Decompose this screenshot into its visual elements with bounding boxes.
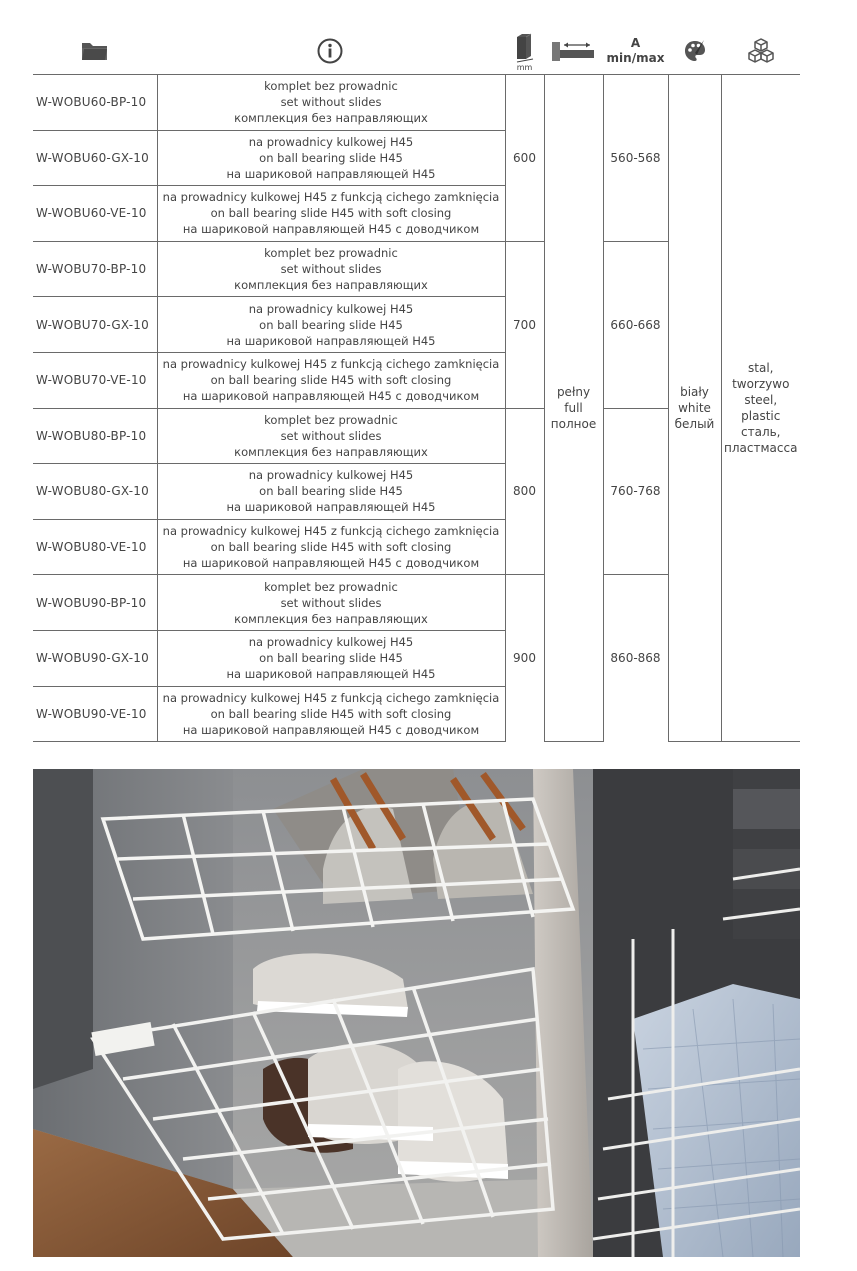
product-code: W-WOBU60-VE-10 [33, 186, 157, 242]
product-code: W-WOBU80-BP-10 [33, 408, 157, 464]
product-description: na prowadnicy kulkowej H45 z funkcją cichego zamknięcia on ball bearing slide H45 with soft closing на шариковой направляющей H45 с доводчиком [157, 352, 505, 408]
product-code: W-WOBU80-VE-10 [33, 519, 157, 575]
extension-slide-icon [544, 28, 603, 74]
material-cubes-icon [721, 28, 800, 74]
product-description: komplet bez prowadnic set without slides комплекция без направляющих [157, 241, 505, 297]
a-range-600: 560-568 [603, 75, 668, 242]
product-description: na prowadnicy kulkowej H45 on ball bearing slide H45 на шариковой направляющей H45 [157, 464, 505, 520]
a-label: A [630, 36, 641, 50]
product-code: W-WOBU80-GX-10 [33, 464, 157, 520]
product-description: na prowadnicy kulkowej H45 on ball bearing slide H45 на шариковой направляющей H45 [157, 630, 505, 686]
a-minmax-header [603, 28, 668, 74]
product-spec-table [33, 74, 800, 742]
product-code: W-WOBU70-BP-10 [33, 241, 157, 297]
material-value: stal, tworzywo steel, plastic сталь, пластмасса [721, 75, 800, 742]
product-description: na prowadnicy kulkowej H45 on ball bearing slide H45 на шариковой направляющей H45 [157, 130, 505, 186]
info-icon [305, 28, 355, 74]
product-description: na prowadnicy kulkowej H45 on ball bearing slide H45 на шариковой направляющей H45 [157, 297, 505, 353]
product-description: komplet bez prowadnic set without slides комплекция без направляющих [157, 575, 505, 631]
product-code: W-WOBU90-VE-10 [33, 686, 157, 742]
product-description: komplet bez prowadnic set without slides комплекция без направляющих [157, 408, 505, 464]
color-palette-icon [668, 28, 721, 74]
a-range-800: 760-768 [603, 408, 668, 575]
product-description: na prowadnicy kulkowej H45 z funkcją cichego zamknięcia on ball bearing slide H45 with soft closing на шариковой направляющей H45 с доводчиком [157, 186, 505, 242]
product-code: W-WOBU90-BP-10 [33, 575, 157, 631]
product-code: W-WOBU60-BP-10 [33, 75, 157, 131]
mm-label: mm [516, 63, 533, 72]
cabinet-width-600: 600 [505, 75, 544, 242]
a-range-700: 660-668 [603, 241, 668, 408]
minmax-label: min/max [606, 51, 665, 65]
product-code: W-WOBU70-VE-10 [33, 352, 157, 408]
table-row [33, 75, 800, 131]
folder-icon [71, 28, 119, 74]
product-code: W-WOBU70-GX-10 [33, 297, 157, 353]
table-header [33, 28, 800, 74]
extension-type: pełny full полное [544, 75, 603, 742]
cabinet-width-800: 800 [505, 408, 544, 575]
color-value: biały white белый [668, 75, 721, 742]
cabinet-width-900: 900 [505, 575, 544, 742]
product-photo [33, 769, 800, 1257]
product-code: W-WOBU90-GX-10 [33, 630, 157, 686]
cabinet-width-700: 700 [505, 241, 544, 408]
wire-shoe-basket-illustration [33, 769, 800, 1257]
product-code: W-WOBU60-GX-10 [33, 130, 157, 186]
product-description: na prowadnicy kulkowej H45 z funkcją cichego zamknięcia on ball bearing slide H45 with soft closing на шариковой направляющей H45 с доводчиком [157, 519, 505, 575]
product-description: komplet bez prowadnic set without slides комплекция без направляющих [157, 75, 505, 131]
product-description: na prowadnicy kulkowej H45 z funkcją cichego zamknięcia on ball bearing slide H45 with soft closing на шариковой направляющей H45 с доводчиком [157, 686, 505, 742]
a-range-900: 860-868 [603, 575, 668, 742]
cabinet-height-icon [505, 28, 544, 74]
